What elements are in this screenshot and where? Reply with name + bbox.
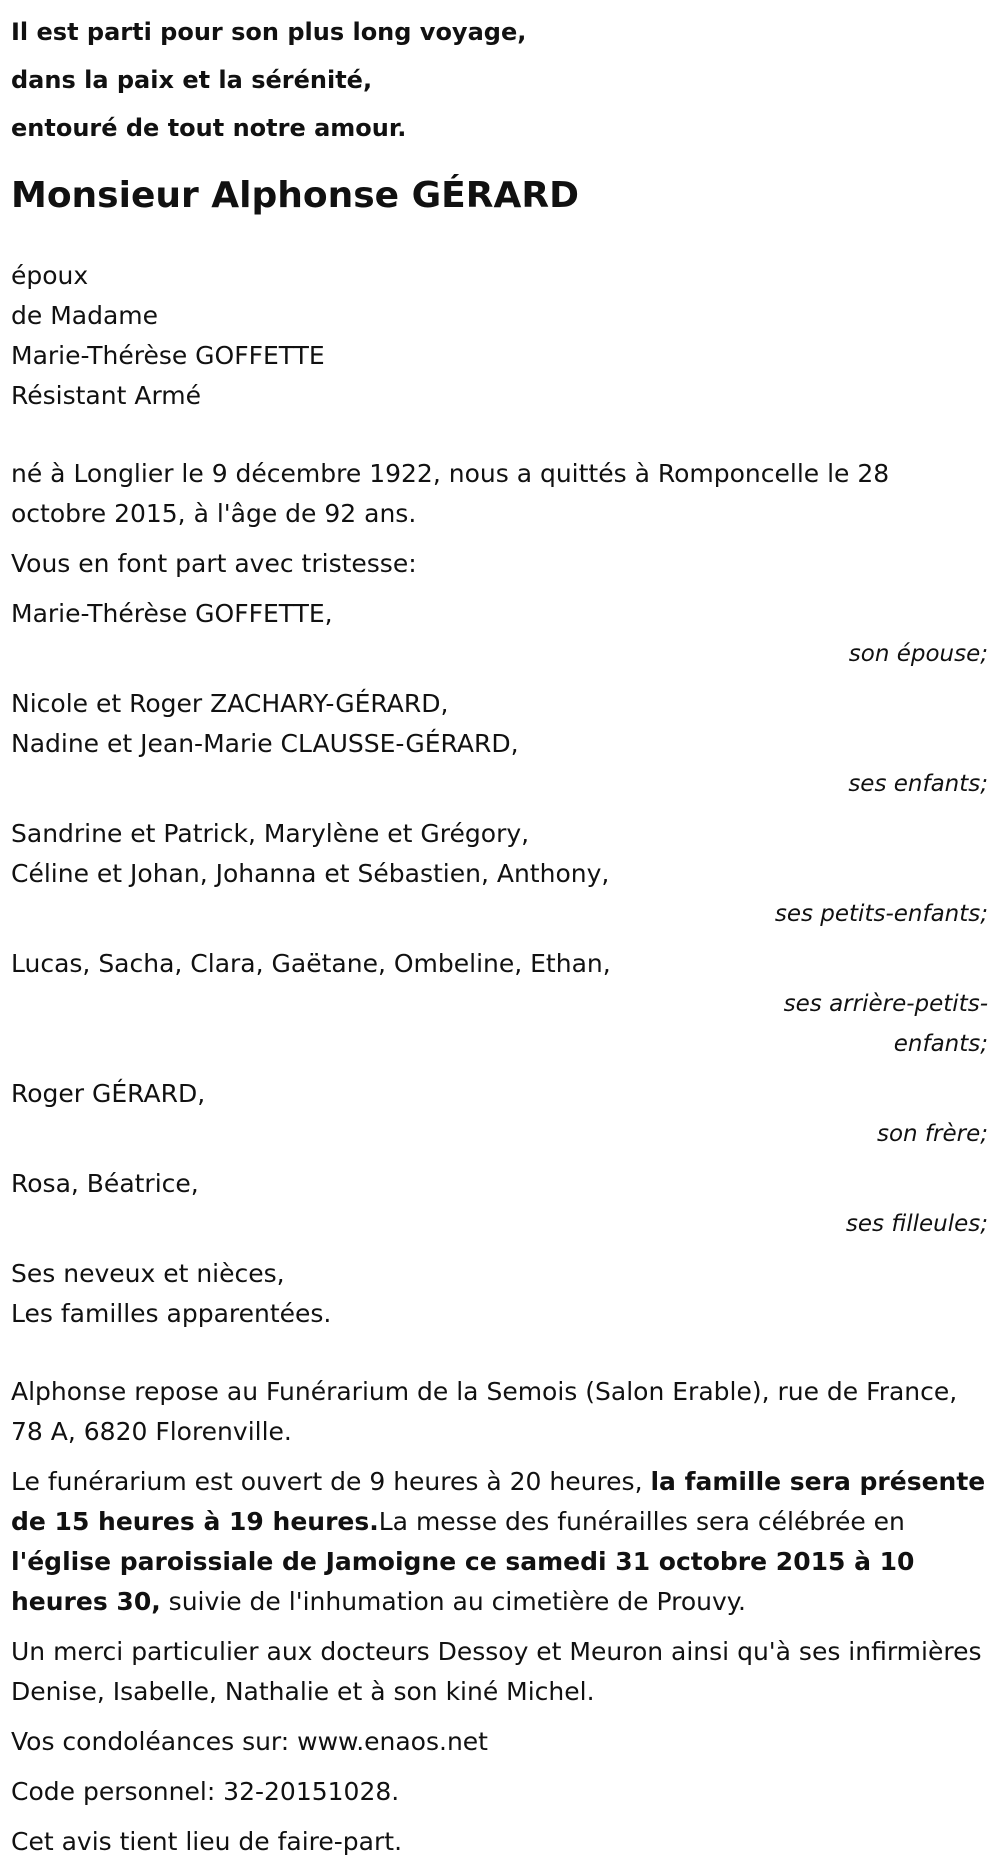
relative-names: Roger GÉRARD,: [11, 1079, 206, 1108]
relation-label: ses arrière-petits-enfants;: [783, 991, 988, 1057]
relation-label: ses enfants;: [848, 771, 988, 797]
relative-group-brother: [11, 1074, 988, 1154]
deceased-details: [11, 256, 988, 416]
intro-line: entouré de tout notre amour.: [11, 114, 407, 142]
family-line: Ses neveux et nièces,: [11, 1259, 285, 1288]
detail-line: époux: [11, 261, 89, 290]
relative-names: Sandrine et Patrick, Marylène et Grégory,: [11, 819, 530, 848]
relative-group-children: [11, 684, 988, 804]
relation-label: son frère;: [876, 1121, 988, 1147]
intro-line: Il est parti pour son plus long voyage,: [11, 18, 527, 46]
family-presence-bold: la famille sera présente de 15 heures à 19 heures.: [11, 1467, 986, 1536]
closing-text: Cet avis tient lieu de faire-part.: [11, 1827, 403, 1856]
detail-line: de Madame: [11, 301, 159, 330]
detail-line: Résistant Armé: [11, 381, 202, 410]
hours-part: La messe des funérailles sera célébrée en: [378, 1507, 905, 1536]
condolences-text: Vos condoléances sur: www.enaos.net: [11, 1727, 488, 1756]
extended-family: [11, 1254, 988, 1334]
relative-names: Marie-Thérèse GOFFETTE,: [11, 599, 333, 628]
relative-names: Nicole et Roger ZACHARY-GÉRARD,: [11, 689, 449, 718]
deceased-name: Monsieur Alphonse GÉRARD: [11, 175, 579, 216]
relation-label: ses petits-enfants;: [774, 901, 988, 927]
announcement-text: Vous en font part avec tristesse:: [11, 549, 417, 578]
relative-group-grandchildren: [11, 814, 988, 934]
funeral-hours-text: [11, 1462, 988, 1622]
relative-group-spouse: [11, 594, 988, 674]
relation-label: ses filleules;: [845, 1211, 988, 1237]
relative-names: Céline et Johan, Johanna et Sébastien, Anthony,: [11, 859, 610, 888]
birth-death-text: né à Longlier le 9 décembre 1922, nous a quittés à Romponcelle le 28 octobre 2015, à l'âge de 92 ans.: [11, 459, 890, 528]
relative-names: Lucas, Sacha, Clara, Gaëtane, Ombeline, Ethan,: [11, 949, 611, 978]
relative-names: Rosa, Béatrice,: [11, 1169, 199, 1198]
thanks-text: Un merci particulier aux docteurs Dessoy et Meuron ainsi qu'à ses infirmières Denise, Isabelle, Nathalie et à son kiné Michel.: [11, 1637, 982, 1706]
repose-text: Alphonse repose au Funérarium de la Semois (Salon Erable), rue de France, 78 A, 6820 Florenville.: [11, 1377, 958, 1446]
relative-group-great-grandchildren: [11, 944, 988, 1064]
personal-code-text: Code personnel: 32-20151028.: [11, 1777, 400, 1806]
relative-names: Nadine et Jean-Marie CLAUSSE-GÉRARD,: [11, 729, 519, 758]
family-line: Les familles apparentées.: [11, 1299, 332, 1328]
detail-line: Marie-Thérèse GOFFETTE: [11, 341, 325, 370]
intro-line: dans la paix et la sérénité,: [11, 66, 373, 94]
hours-part: suivie de l'inhumation au cimetière de Prouvy.: [160, 1587, 746, 1616]
mass-details-bold: l'église paroissiale de Jamoigne ce samedi 31 octobre 2015 à 10 heures 30,: [11, 1547, 915, 1616]
hours-part: Le funérarium est ouvert de 9 heures à 20 heures,: [11, 1467, 651, 1496]
relation-label: son épouse;: [848, 641, 988, 667]
relative-group-goddaughters: [11, 1164, 988, 1244]
intro-verse: [11, 8, 988, 152]
